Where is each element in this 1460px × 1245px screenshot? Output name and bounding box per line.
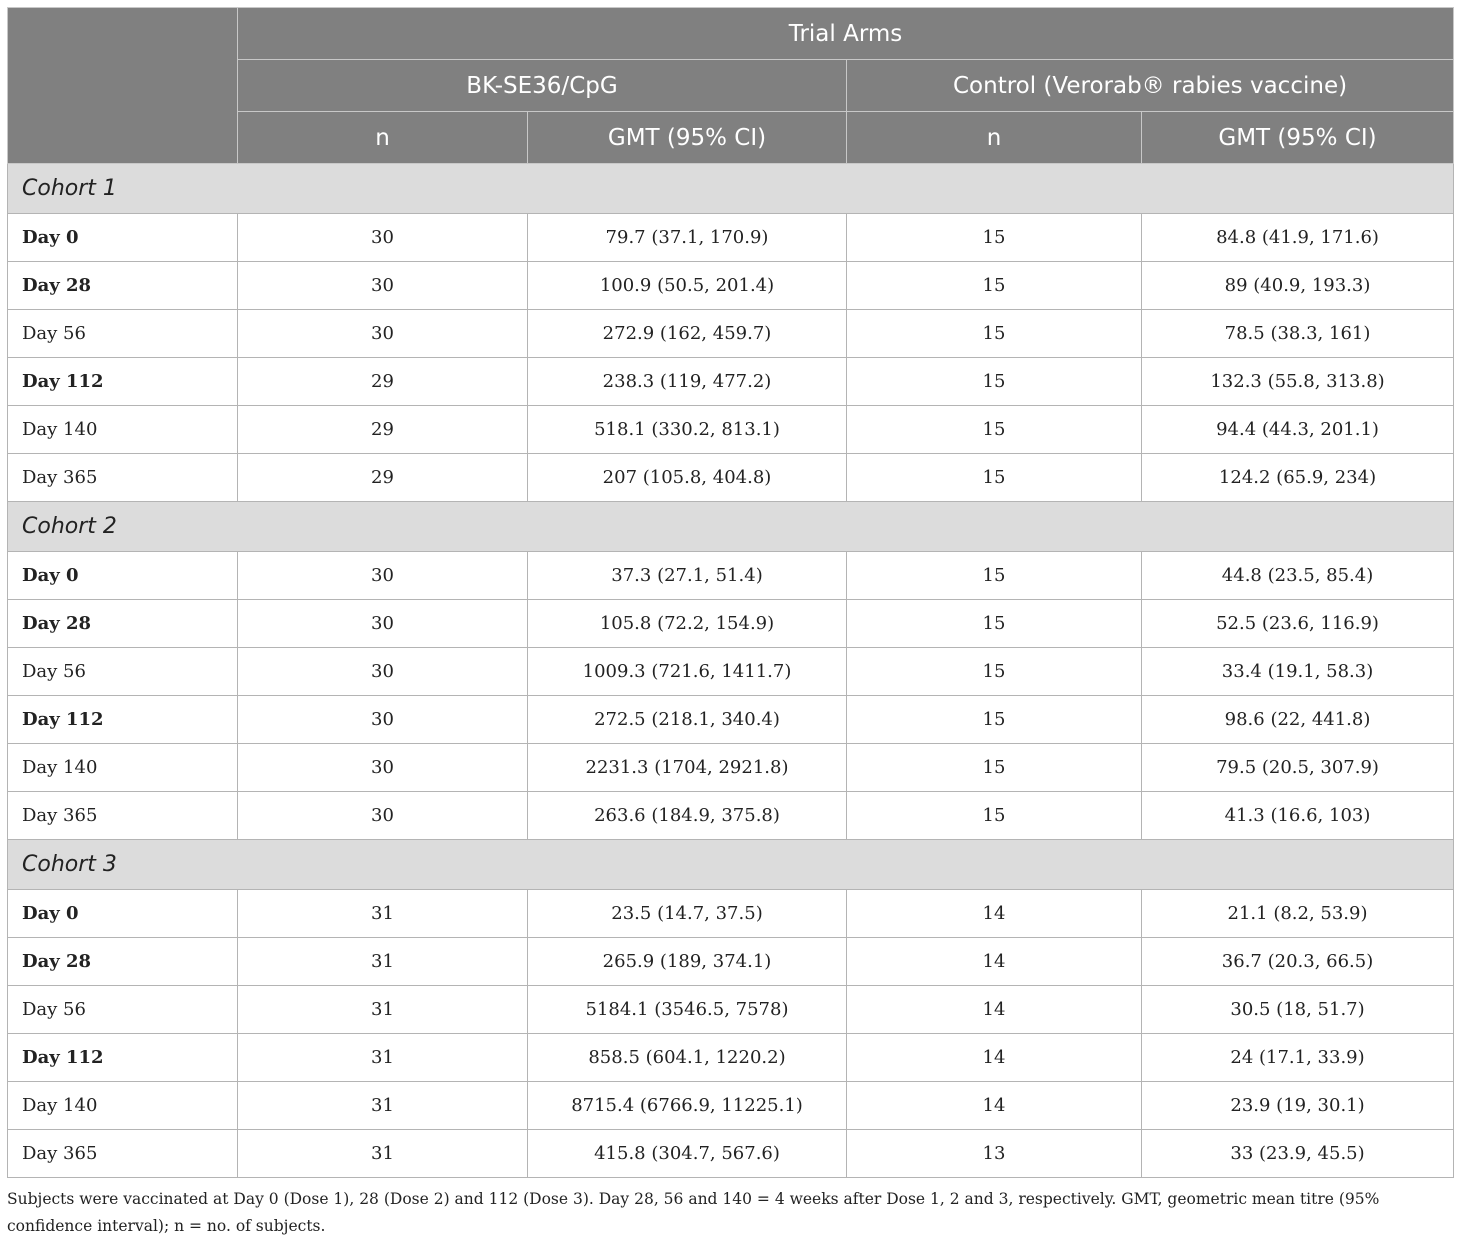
table-row bbox=[8, 792, 1454, 840]
arm2-n-cell: 14 bbox=[847, 1034, 1142, 1082]
arm2-n-cell: 14 bbox=[847, 986, 1142, 1034]
arm2-n-cell: 13 bbox=[847, 1130, 1142, 1178]
day-cell: Day 140 bbox=[8, 744, 238, 792]
header-gmt-arm1: GMT (95% CI) bbox=[528, 112, 847, 164]
header-corner bbox=[8, 60, 238, 112]
arm1-n-cell: 31 bbox=[238, 938, 528, 986]
arm2-gmt-cell: 44.8 (23.5, 85.4) bbox=[1142, 552, 1454, 600]
day-cell: Day 112 bbox=[8, 696, 238, 744]
arm2-gmt-cell: 98.6 (22, 441.8) bbox=[1142, 696, 1454, 744]
arm2-n-cell: 15 bbox=[847, 358, 1142, 406]
day-cell: Day 0 bbox=[8, 890, 238, 938]
arm1-n-cell: 30 bbox=[238, 214, 528, 262]
arm2-n-cell: 15 bbox=[847, 406, 1142, 454]
arm2-gmt-cell: 33.4 (19.1, 58.3) bbox=[1142, 648, 1454, 696]
arm1-n-cell: 31 bbox=[238, 890, 528, 938]
table-row bbox=[8, 696, 1454, 744]
arm1-n-cell: 31 bbox=[238, 1082, 528, 1130]
table-row bbox=[8, 552, 1454, 600]
arm2-gmt-cell: 23.9 (19, 30.1) bbox=[1142, 1082, 1454, 1130]
table-row bbox=[8, 358, 1454, 406]
arm2-gmt-cell: 84.8 (41.9, 171.6) bbox=[1142, 214, 1454, 262]
header-corner bbox=[8, 8, 238, 60]
arm1-n-cell: 30 bbox=[238, 552, 528, 600]
arm2-gmt-cell: 94.4 (44.3, 201.1) bbox=[1142, 406, 1454, 454]
table-row bbox=[8, 648, 1454, 696]
table-row bbox=[8, 890, 1454, 938]
arm2-n-cell: 14 bbox=[847, 1082, 1142, 1130]
arm1-n-cell: 30 bbox=[238, 310, 528, 358]
arm2-n-cell: 14 bbox=[847, 938, 1142, 986]
header-arm-bk-se36: BK-SE36/CpG bbox=[238, 60, 847, 112]
table-body bbox=[8, 164, 1454, 1178]
day-cell: Day 28 bbox=[8, 600, 238, 648]
arm2-n-cell: 15 bbox=[847, 744, 1142, 792]
arm1-gmt-cell: 415.8 (304.7, 567.6) bbox=[528, 1130, 847, 1178]
arm1-gmt-cell: 265.9 (189, 374.1) bbox=[528, 938, 847, 986]
arm1-gmt-cell: 263.6 (184.9, 375.8) bbox=[528, 792, 847, 840]
arm1-gmt-cell: 207 (105.8, 404.8) bbox=[528, 454, 847, 502]
header-arm-control: Control (Verorab® rabies vaccine) bbox=[847, 60, 1454, 112]
arm1-n-cell: 31 bbox=[238, 986, 528, 1034]
arm2-n-cell: 15 bbox=[847, 552, 1142, 600]
table-row bbox=[8, 938, 1454, 986]
arm2-n-cell: 15 bbox=[847, 454, 1142, 502]
day-cell: Day 112 bbox=[8, 1034, 238, 1082]
cohort-label: Cohort 3 bbox=[8, 840, 1454, 890]
day-cell: Day 365 bbox=[8, 1130, 238, 1178]
arm2-n-cell: 15 bbox=[847, 696, 1142, 744]
arm2-gmt-cell: 52.5 (23.6, 116.9) bbox=[1142, 600, 1454, 648]
arm2-n-cell: 15 bbox=[847, 310, 1142, 358]
header-gmt-arm2: GMT (95% CI) bbox=[1142, 112, 1454, 164]
arm1-gmt-cell: 8715.4 (6766.9, 11225.1) bbox=[528, 1082, 847, 1130]
arm1-gmt-cell: 238.3 (119, 477.2) bbox=[528, 358, 847, 406]
cohort-header-row bbox=[8, 502, 1454, 552]
arm2-gmt-cell: 79.5 (20.5, 307.9) bbox=[1142, 744, 1454, 792]
table-row bbox=[8, 1082, 1454, 1130]
arm2-gmt-cell: 132.3 (55.8, 313.8) bbox=[1142, 358, 1454, 406]
arm2-gmt-cell: 24 (17.1, 33.9) bbox=[1142, 1034, 1454, 1082]
table-row bbox=[8, 986, 1454, 1034]
arm1-gmt-cell: 2231.3 (1704, 2921.8) bbox=[528, 744, 847, 792]
day-cell: Day 0 bbox=[8, 214, 238, 262]
arm1-gmt-cell: 37.3 (27.1, 51.4) bbox=[528, 552, 847, 600]
arm2-n-cell: 15 bbox=[847, 214, 1142, 262]
table-header bbox=[8, 8, 1454, 164]
arm1-n-cell: 31 bbox=[238, 1130, 528, 1178]
arm1-n-cell: 30 bbox=[238, 744, 528, 792]
arm1-gmt-cell: 5184.1 (3546.5, 7578) bbox=[528, 986, 847, 1034]
table-row bbox=[8, 262, 1454, 310]
arm1-gmt-cell: 105.8 (72.2, 154.9) bbox=[528, 600, 847, 648]
arm2-n-cell: 15 bbox=[847, 648, 1142, 696]
table-row bbox=[8, 406, 1454, 454]
arm1-n-cell: 29 bbox=[238, 358, 528, 406]
arm2-gmt-cell: 30.5 (18, 51.7) bbox=[1142, 986, 1454, 1034]
header-n-arm2: n bbox=[847, 112, 1142, 164]
cohort-header-row bbox=[8, 840, 1454, 890]
day-cell: Day 140 bbox=[8, 406, 238, 454]
table-row bbox=[8, 454, 1454, 502]
arm2-gmt-cell: 124.2 (65.9, 234) bbox=[1142, 454, 1454, 502]
arm1-n-cell: 31 bbox=[238, 1034, 528, 1082]
header-n-arm1: n bbox=[238, 112, 528, 164]
arm1-n-cell: 29 bbox=[238, 406, 528, 454]
table-footnote: Subjects were vaccinated at Day 0 (Dose 1), 28 (Dose 2) and 112 (Dose 3). Day 28, 56 and 140 = 4 weeks after Dose 1, 2 and 3, respectively. GMT, geometric mean titre (95% confidence interval); n = no. of subjects. bbox=[7, 1190, 1380, 1235]
cohort-label: Cohort 2 bbox=[8, 502, 1454, 552]
arm1-gmt-cell: 272.5 (218.1, 340.4) bbox=[528, 696, 847, 744]
gmt-table bbox=[7, 7, 1454, 1178]
arm1-gmt-cell: 858.5 (604.1, 1220.2) bbox=[528, 1034, 847, 1082]
header-corner bbox=[8, 112, 238, 164]
arm1-gmt-cell: 23.5 (14.7, 37.5) bbox=[528, 890, 847, 938]
day-cell: Day 112 bbox=[8, 358, 238, 406]
cohort-header-row bbox=[8, 164, 1454, 214]
day-cell: Day 365 bbox=[8, 454, 238, 502]
arm1-n-cell: 30 bbox=[238, 696, 528, 744]
arm2-gmt-cell: 89 (40.9, 193.3) bbox=[1142, 262, 1454, 310]
cohort-label: Cohort 1 bbox=[8, 164, 1454, 214]
arm2-gmt-cell: 41.3 (16.6, 103) bbox=[1142, 792, 1454, 840]
table-row bbox=[8, 1034, 1454, 1082]
table-row bbox=[8, 744, 1454, 792]
arm2-n-cell: 15 bbox=[847, 792, 1142, 840]
arm1-n-cell: 30 bbox=[238, 262, 528, 310]
arm1-n-cell: 30 bbox=[238, 600, 528, 648]
arm1-n-cell: 29 bbox=[238, 454, 528, 502]
arm1-gmt-cell: 79.7 (37.1, 170.9) bbox=[528, 214, 847, 262]
table-row bbox=[8, 310, 1454, 358]
arm2-gmt-cell: 78.5 (38.3, 161) bbox=[1142, 310, 1454, 358]
arm2-gmt-cell: 36.7 (20.3, 66.5) bbox=[1142, 938, 1454, 986]
day-cell: Day 0 bbox=[8, 552, 238, 600]
arm2-gmt-cell: 33 (23.9, 45.5) bbox=[1142, 1130, 1454, 1178]
arm1-gmt-cell: 100.9 (50.5, 201.4) bbox=[528, 262, 847, 310]
table-row bbox=[8, 600, 1454, 648]
arm1-n-cell: 30 bbox=[238, 792, 528, 840]
arm1-n-cell: 30 bbox=[238, 648, 528, 696]
day-cell: Day 365 bbox=[8, 792, 238, 840]
day-cell: Day 28 bbox=[8, 938, 238, 986]
arm2-n-cell: 14 bbox=[847, 890, 1142, 938]
arm1-gmt-cell: 1009.3 (721.6, 1411.7) bbox=[528, 648, 847, 696]
table-row bbox=[8, 1130, 1454, 1178]
day-cell: Day 56 bbox=[8, 648, 238, 696]
day-cell: Day 56 bbox=[8, 310, 238, 358]
day-cell: Day 28 bbox=[8, 262, 238, 310]
day-cell: Day 140 bbox=[8, 1082, 238, 1130]
table-row bbox=[8, 214, 1454, 262]
arm1-gmt-cell: 518.1 (330.2, 813.1) bbox=[528, 406, 847, 454]
day-cell: Day 56 bbox=[8, 986, 238, 1034]
arm1-gmt-cell: 272.9 (162, 459.7) bbox=[528, 310, 847, 358]
arm2-gmt-cell: 21.1 (8.2, 53.9) bbox=[1142, 890, 1454, 938]
arm2-n-cell: 15 bbox=[847, 262, 1142, 310]
header-trial-arms: Trial Arms bbox=[238, 8, 1454, 60]
arm2-n-cell: 15 bbox=[847, 600, 1142, 648]
